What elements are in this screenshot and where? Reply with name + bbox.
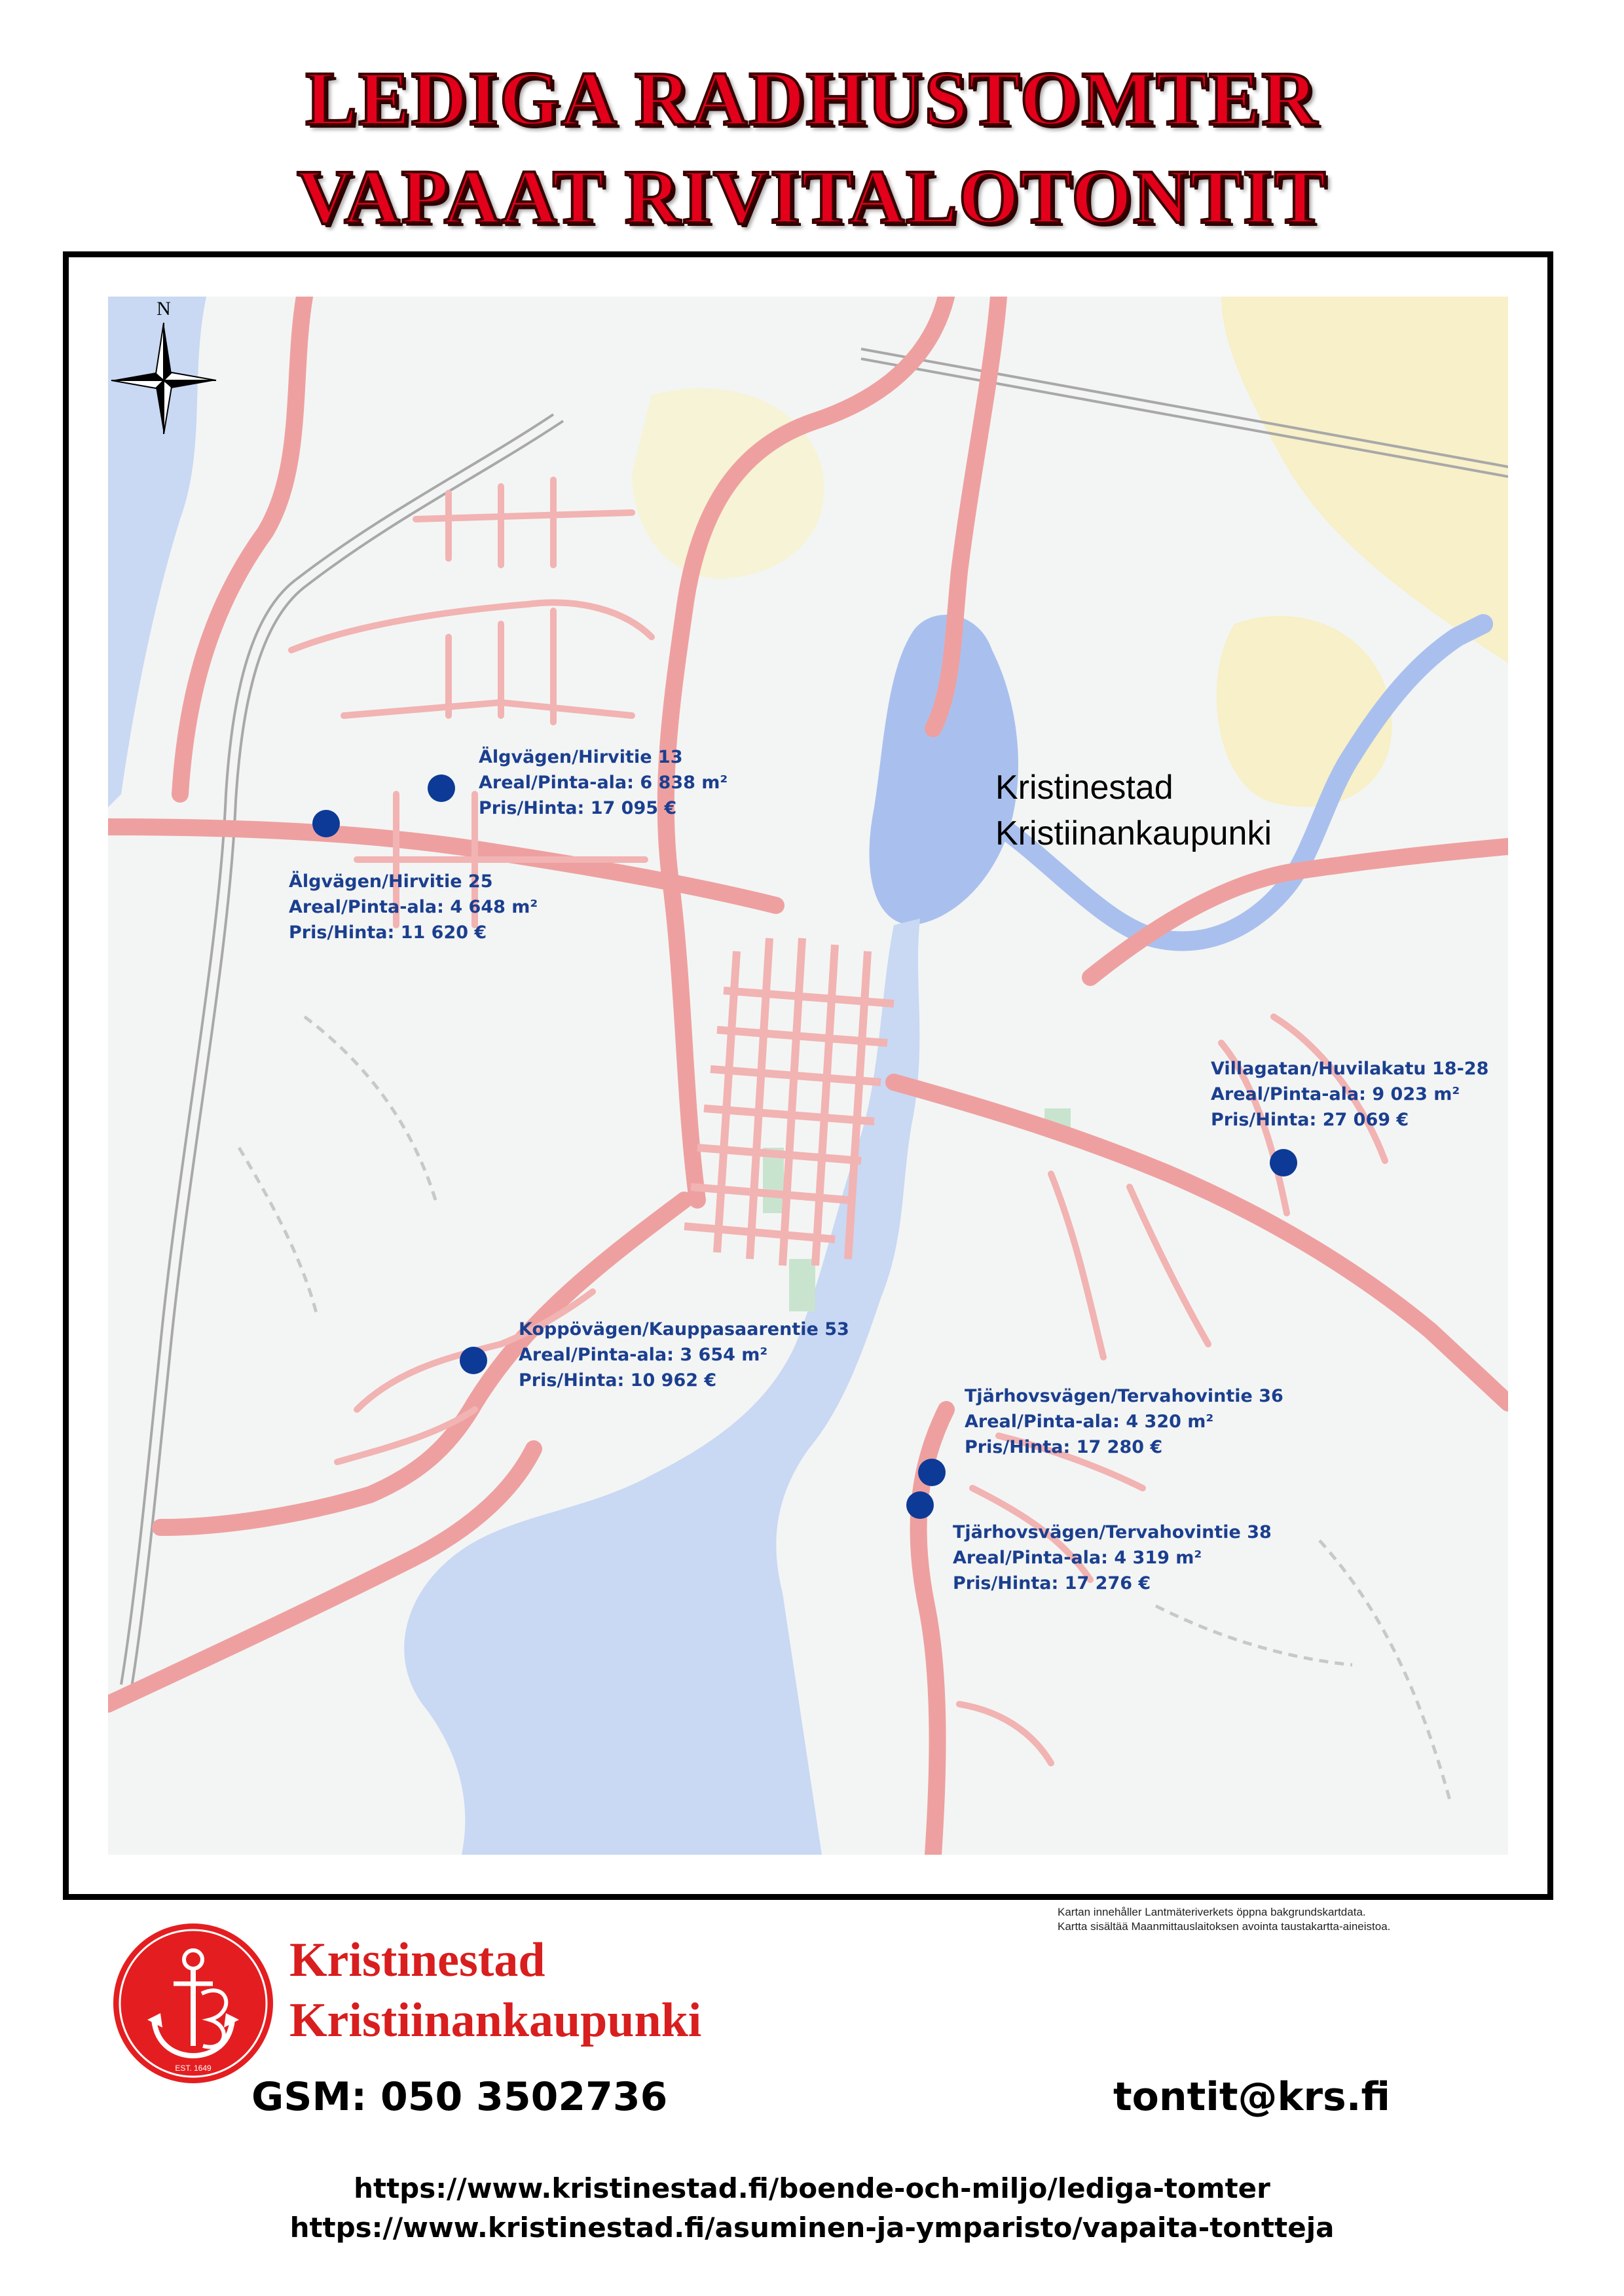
park-2 xyxy=(789,1259,815,1311)
map-data-credit xyxy=(1058,1905,1555,1934)
lot-marker-tjarhovsvagen-36[interactable] xyxy=(918,1459,946,1486)
credit-sv: Kartan innehåller Lantmäteriverkets öppna bakgrundskartdata. xyxy=(1058,1906,1366,1918)
lot-price: Pris/Hinta: 27 069 € xyxy=(1211,1110,1409,1130)
lot-marker-villagatan[interactable] xyxy=(1270,1149,1297,1176)
town-name-fi: Kristiinankaupunki xyxy=(995,814,1272,852)
lot-area: Areal/Pinta-ala: 4 320 m² xyxy=(965,1412,1214,1432)
lot-label-koppovagen xyxy=(519,1317,849,1393)
lot-area: Areal/Pinta-ala: 6 838 m² xyxy=(479,773,728,793)
lot-label-villagatan xyxy=(1211,1056,1488,1133)
map-frame xyxy=(63,251,1553,1900)
lot-name: Tjärhovsvägen/Tervahovintie 36 xyxy=(965,1386,1283,1406)
lot-label-algvagen-25 xyxy=(289,869,538,945)
lot-marker-algvagen-13[interactable] xyxy=(428,774,455,802)
town-logo xyxy=(111,1922,275,2085)
brand-name-sv: Kristinestad xyxy=(289,1933,545,1987)
lot-name: Villagatan/Huvilakatu 18-28 xyxy=(1211,1059,1489,1079)
lot-name: Tjärhovsvägen/Tervahovintie 38 xyxy=(953,1522,1272,1542)
compass-rose-icon xyxy=(108,297,219,434)
headline-line-1: LEDIGA RADHUSTOMTER xyxy=(305,56,1319,141)
lot-area: Areal/Pinta-ala: 4 648 m² xyxy=(289,897,538,917)
lot-price: Pris/Hinta: 11 620 € xyxy=(289,922,487,943)
lot-price: Pris/Hinta: 17 276 € xyxy=(953,1573,1151,1594)
lot-marker-algvagen-25[interactable] xyxy=(312,810,340,837)
lot-area: Areal/Pinta-ala: 9 023 m² xyxy=(1211,1084,1460,1104)
lot-area: Areal/Pinta-ala: 3 654 m² xyxy=(519,1345,768,1365)
town-name-sv: Kristinestad xyxy=(995,769,1173,807)
northeast-fields xyxy=(1221,297,1508,663)
lot-label-tjarhovsvagen-38 xyxy=(953,1520,1272,1596)
lot-area: Areal/Pinta-ala: 4 319 m² xyxy=(953,1548,1202,1568)
headline-line-2: VAPAAT RIVITALOTONTIT xyxy=(297,154,1327,240)
railways xyxy=(121,349,1508,1691)
lot-marker-tjarhovsvagen-38[interactable] xyxy=(906,1491,934,1519)
map[interactable] xyxy=(108,297,1508,1855)
lot-label-algvagen-13 xyxy=(479,744,728,821)
lot-name: Älgvägen/Hirvitie 25 xyxy=(289,871,493,892)
lot-name: Älgvägen/Hirvitie 13 xyxy=(479,747,683,767)
logo-established-label: EST. 1649 xyxy=(175,2064,212,2073)
compass-north-label: N xyxy=(157,298,171,319)
lot-price: Pris/Hinta: 17 095 € xyxy=(479,798,677,818)
lot-price: Pris/Hinta: 17 280 € xyxy=(965,1437,1163,1457)
credit-fi: Kartta sisältää Maanmittauslaitoksen avointa taustakartta-aineistoa. xyxy=(1058,1920,1391,1933)
lot-price: Pris/Hinta: 10 962 € xyxy=(519,1370,717,1391)
town-label xyxy=(995,765,1272,856)
brand-name-fi: Kristiinankaupunki xyxy=(289,1994,702,2047)
lot-name: Koppövägen/Kauppasaarentie 53 xyxy=(519,1319,849,1339)
website-link-fi[interactable]: https://www.kristinestad.fi/asuminen-ja-ymparisto/vapaita-tontteja xyxy=(289,2212,1335,2244)
email-address[interactable]: tontit@krs.fi xyxy=(1113,2074,1391,2120)
website-link-sv[interactable]: https://www.kristinestad.fi/boende-och-miljo/lediga-tomter xyxy=(354,2172,1270,2204)
lot-marker-koppovagen[interactable] xyxy=(460,1347,487,1374)
lot-label-tjarhovsvagen-36 xyxy=(965,1383,1283,1460)
phone-number[interactable]: GSM: 050 3502736 xyxy=(251,2074,668,2120)
brand-name xyxy=(289,1930,701,2050)
